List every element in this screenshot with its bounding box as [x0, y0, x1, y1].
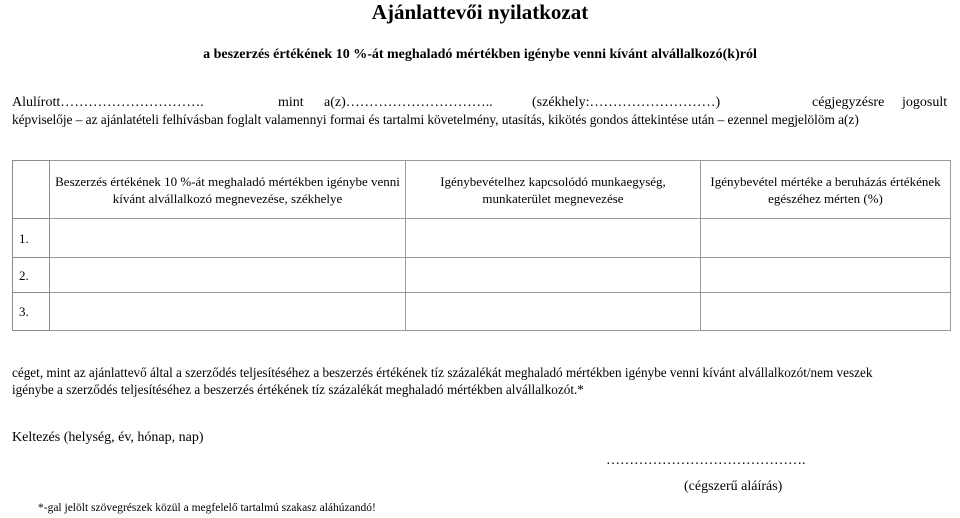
table-header-share: Igénybevétel mértéke a beruházás értékének egészéhez mérten (%) [701, 161, 951, 219]
row-cell-subcontractor[interactable] [50, 258, 406, 293]
row-cell-work-unit[interactable] [406, 293, 701, 331]
row-number: 1. [13, 219, 50, 258]
table-header-row [13, 161, 951, 219]
signature-label: (cégszerű aláírás) [684, 479, 783, 494]
table-header-subcontractor: Beszerzés értékének 10 %-át meghaladó mértékben igénybe venni kívánt alvállalkozó megnevezése, székhelye [50, 161, 406, 219]
subcontractor-table [12, 160, 951, 331]
table-row [13, 258, 951, 293]
row-number: 3. [13, 293, 50, 331]
table-row [13, 293, 951, 331]
date-label: Keltezés (helység, év, hónap, nap) [12, 430, 204, 445]
table-header-work-unit: Igénybevételhez kapcsolódó munkaegység, munkaterület megnevezése [406, 161, 701, 219]
intro-signee: Alulírott…………………………. [12, 95, 204, 110]
row-cell-share[interactable] [701, 258, 951, 293]
table-row [13, 219, 951, 258]
row-cell-work-unit[interactable] [406, 219, 701, 258]
document-subtitle: a beszerzés értékének 10 %-át meghaladó mértékben igénybe venni kívánt alvállalkozó(k)ról [203, 47, 757, 62]
intro-mint: mint [278, 95, 304, 110]
row-cell-work-unit[interactable] [406, 258, 701, 293]
intro-jogosult: jogosult [902, 95, 948, 110]
intro-line-2: képviselője – az ajánlatételi felhívásban foglalt valamennyi formai és tartalmi követelmény, utasítás, kikötés gondos áttekintése után – ezennel megjelölöm a(z) [12, 112, 859, 127]
intro-szekhely: (székhely:………………………) [532, 95, 721, 110]
intro-cegjegyzesre: cégjegyzésre [812, 95, 885, 110]
row-cell-subcontractor[interactable] [50, 219, 406, 258]
row-cell-subcontractor[interactable] [50, 293, 406, 331]
declaration-paragraph [12, 364, 952, 398]
table-header-corner [13, 161, 50, 219]
signature-line: ……………………………………. [606, 453, 806, 468]
declaration-line-1: céget, mint az ajánlattevő által a szerződés teljesítéséhez a beszerzés értékének tíz százalékát meghaladó mértékben igénybe venni kívánt alvállalkozót/nem veszek [12, 365, 873, 380]
row-cell-share[interactable] [701, 293, 951, 331]
declaration-line-2: igénybe a szerződés teljesítéséhez a beszerzés értékének tíz százalékát meghaladó mértékben alvállalkozót.* [12, 382, 584, 397]
document-title: Ajánlattevői nyilatkozat [371, 0, 589, 24]
row-number: 2. [13, 258, 50, 293]
row-cell-share[interactable] [701, 219, 951, 258]
intro-az: a(z)………………………….. [324, 95, 493, 110]
footnote: *-gal jelölt szövegrészek közül a megfelelő tartalmú szakasz aláhúzandó! [38, 502, 376, 514]
